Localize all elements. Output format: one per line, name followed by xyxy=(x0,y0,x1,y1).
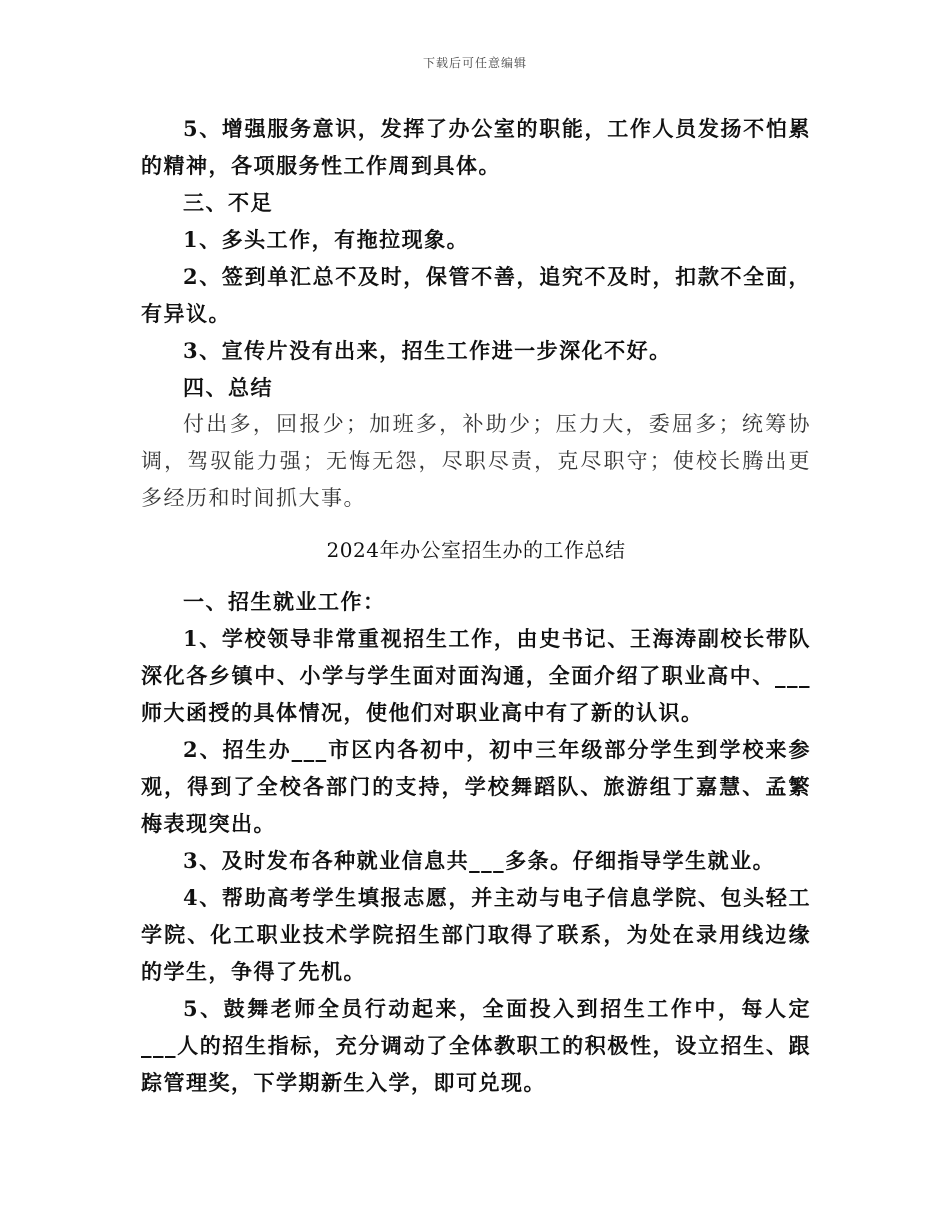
heading-enrollment-employment: 一、招生就业工作： xyxy=(183,589,386,614)
document-body xyxy=(141,110,811,1101)
paragraph-shortcoming-3: 3、宣传片没有出来，招生工作进一步深化不好。 xyxy=(183,338,672,363)
document-title: 2024年办公室招生办的工作总结 xyxy=(326,538,626,562)
heading-summary: 四、总结 xyxy=(183,375,273,400)
paragraph-enrollment-4: 4、帮助高考学生填报志愿，并主动与电子信息学院、包头轻工学院、化工职业技术学院招生部门取得了联系，为处在录用线边缘的学生，争得了先机。 xyxy=(141,885,811,984)
paragraph-enrollment-2: 2、招生办___市区内各初中，初中三年级部分学生到学校来参观，得到了全校各部门的支持，学校舞蹈队、旅游组丁嘉慧、孟繁梅表现突出。 xyxy=(141,737,811,836)
paragraph-service-awareness: 5、增强服务意识，发挥了办公室的职能，工作人员发扬不怕累的精神，各项服务性工作周到具体。 xyxy=(141,116,811,178)
paragraph-enrollment-5: 5、鼓舞老师全员行动起来，全面投入到招生工作中，每人定___人的招生指标，充分调动了全体教职工的积极性，设立招生、跟踪管理奖，下学期新生入学，即可兑现。 xyxy=(141,996,811,1095)
paragraph-enrollment-1: 1、学校领导非常重视招生工作，由史书记、王海涛副校长带队深化各乡镇中、小学与学生面对面沟通，全面介绍了职业高中、___师大函授的具体情况，使他们对职业高中有了新的认识。 xyxy=(141,626,811,725)
paragraph-shortcoming-2: 2、签到单汇总不及时，保管不善，追究不及时，扣款不全面，有异议。 xyxy=(141,264,811,326)
page-header-note: 下载后可任意编辑 xyxy=(422,56,527,70)
heading-shortcomings: 三、不足 xyxy=(183,190,273,215)
paragraph-shortcoming-1: 1、多头工作，有拖拉现象。 xyxy=(183,227,470,252)
paragraph-enrollment-3: 3、及时发布各种就业信息共___多条。仔细指导学生就业。 xyxy=(183,848,776,873)
paragraph-summary: 付出多，回报少；加班多，补助少；压力大，委屈多；统筹协调，驾驭能力强；无悔无怨，尽职尽责，克尽职守；使校长腾出更多经历和时间抓大事。 xyxy=(141,412,811,510)
